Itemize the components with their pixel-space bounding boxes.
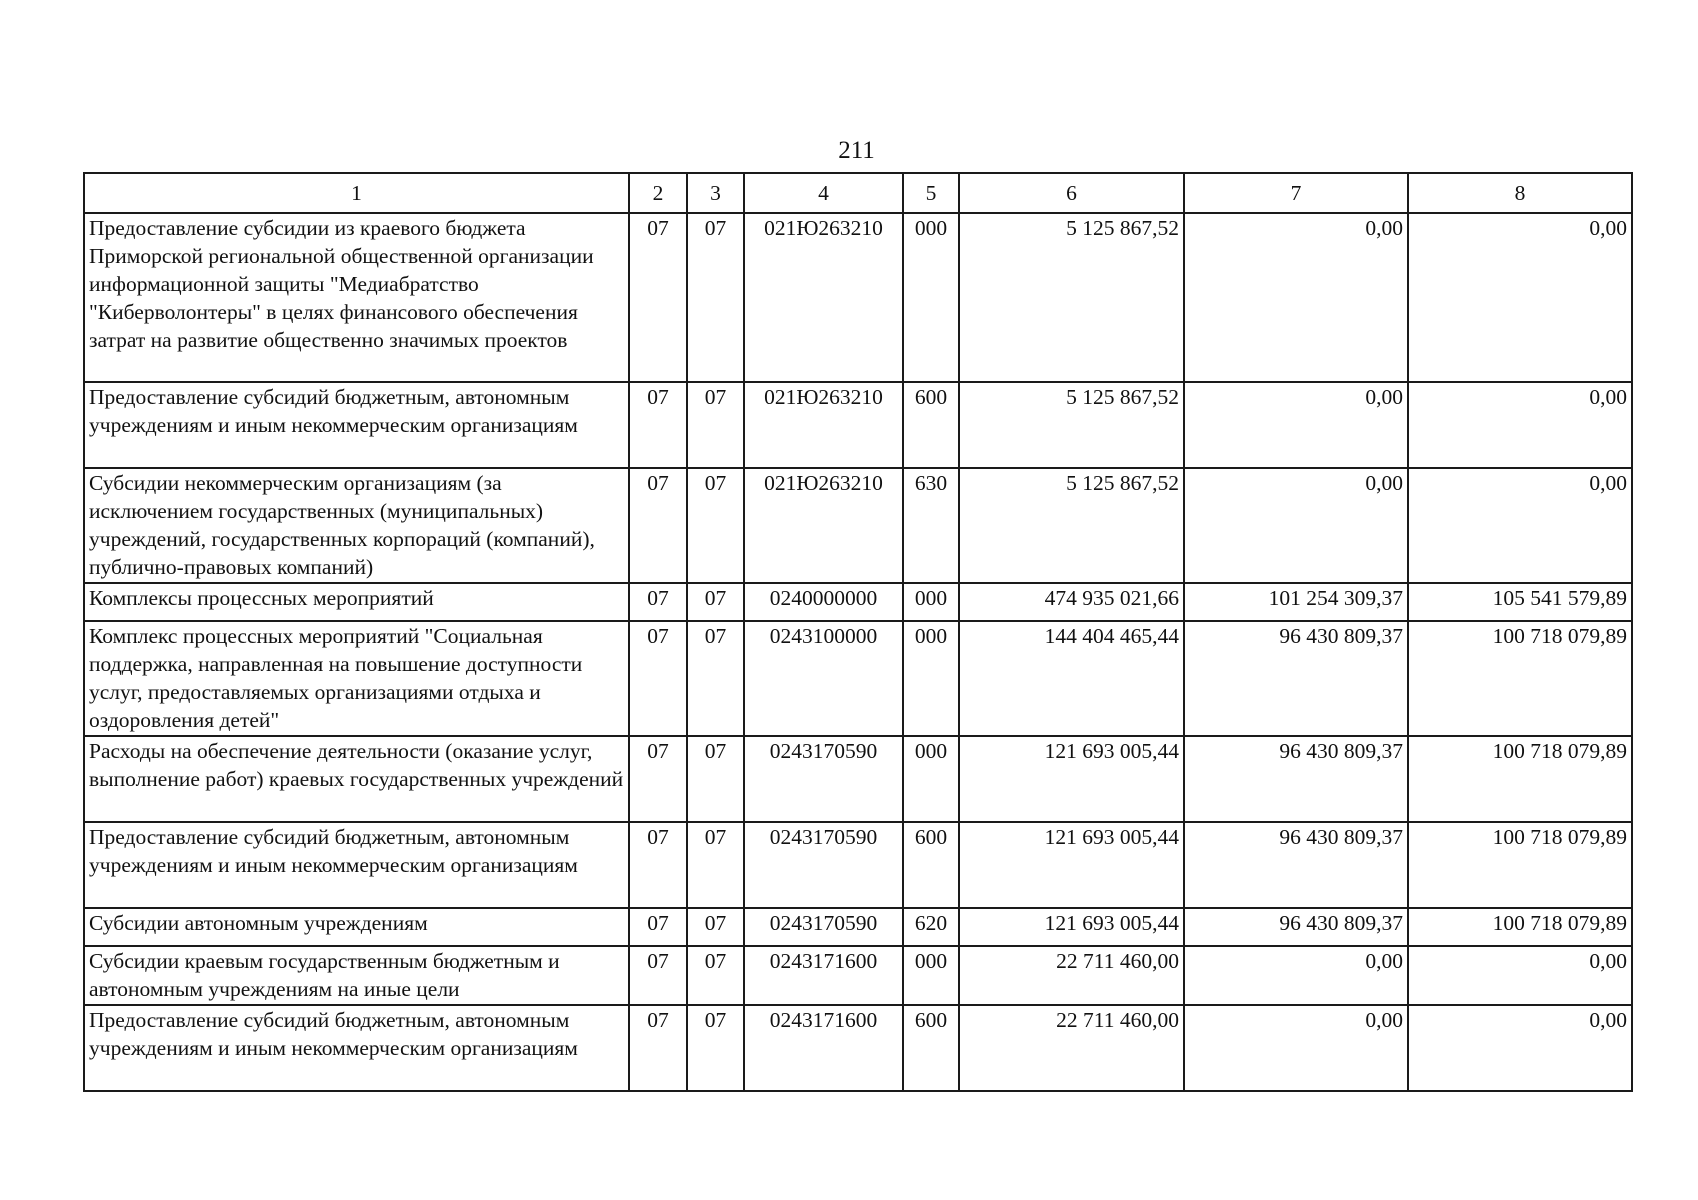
target-article-code: 0243170590 xyxy=(744,908,903,946)
column-header: 2 xyxy=(629,173,687,213)
column-header: 4 xyxy=(744,173,903,213)
section-code: 07 xyxy=(629,736,687,822)
column-header: 5 xyxy=(903,173,959,213)
subsection-code: 07 xyxy=(687,1005,744,1091)
expense-type-code: 600 xyxy=(903,382,959,468)
target-article-code: 021Ю263210 xyxy=(744,213,903,382)
subsection-code: 07 xyxy=(687,736,744,822)
section-code: 07 xyxy=(629,908,687,946)
section-code: 07 xyxy=(629,213,687,382)
expense-type-code: 000 xyxy=(903,621,959,736)
amount-col8: 100 718 079,89 xyxy=(1408,736,1632,822)
expense-type-code: 600 xyxy=(903,822,959,908)
table-row xyxy=(84,583,1632,621)
section-code: 07 xyxy=(629,583,687,621)
column-header: 7 xyxy=(1184,173,1408,213)
table-row xyxy=(84,1005,1632,1091)
section-code: 07 xyxy=(629,822,687,908)
section-code: 07 xyxy=(629,468,687,583)
row-name: Субсидии краевым государственным бюджетным и автономным учреждениям на иные цели xyxy=(84,946,629,1005)
amount-col6: 22 711 460,00 xyxy=(959,1005,1184,1091)
row-name: Субсидии некоммерческим организациям (за исключением государственных (муниципальных) учреждений, государственных корпораций (компаний), публично-правовых компаний) xyxy=(84,468,629,583)
expense-type-code: 000 xyxy=(903,946,959,1005)
amount-col6: 5 125 867,52 xyxy=(959,213,1184,382)
table-row xyxy=(84,382,1632,468)
amount-col6: 5 125 867,52 xyxy=(959,468,1184,583)
amount-col8: 0,00 xyxy=(1408,946,1632,1005)
amount-col6: 144 404 465,44 xyxy=(959,621,1184,736)
section-code: 07 xyxy=(629,1005,687,1091)
subsection-code: 07 xyxy=(687,621,744,736)
row-name: Комплекс процессных мероприятий "Социальная поддержка, направленная на повышение доступности услуг, предоставляемых организациями отдыха и оздоровления детей" xyxy=(84,621,629,736)
target-article-code: 0243170590 xyxy=(744,822,903,908)
amount-col8: 105 541 579,89 xyxy=(1408,583,1632,621)
amount-col7: 96 430 809,37 xyxy=(1184,621,1408,736)
column-header: 3 xyxy=(687,173,744,213)
table-row xyxy=(84,468,1632,583)
table-row xyxy=(84,213,1632,382)
section-code: 07 xyxy=(629,621,687,736)
row-name: Предоставление субсидии из краевого бюджета Приморской региональной общественной организации информационной защиты "Медиабратство "Киберволонтеры" в целях финансового обеспечения затрат на развитие общественно значимых проектов xyxy=(84,213,629,382)
target-article-code: 0243171600 xyxy=(744,1005,903,1091)
row-name: Комплексы процессных мероприятий xyxy=(84,583,629,621)
table-row xyxy=(84,946,1632,1005)
table-row xyxy=(84,822,1632,908)
table-row xyxy=(84,736,1632,822)
amount-col6: 5 125 867,52 xyxy=(959,382,1184,468)
row-name: Субсидии автономным учреждениям xyxy=(84,908,629,946)
header-row xyxy=(84,173,1632,213)
amount-col7: 96 430 809,37 xyxy=(1184,822,1408,908)
column-header: 1 xyxy=(84,173,629,213)
column-header: 8 xyxy=(1408,173,1632,213)
amount-col7: 96 430 809,37 xyxy=(1184,908,1408,946)
subsection-code: 07 xyxy=(687,946,744,1005)
row-name: Предоставление субсидий бюджетным, автономным учреждениям и иным некоммерческим организациям xyxy=(84,822,629,908)
column-header: 6 xyxy=(959,173,1184,213)
amount-col7: 0,00 xyxy=(1184,468,1408,583)
target-article-code: 0243171600 xyxy=(744,946,903,1005)
row-name: Предоставление субсидий бюджетным, автономным учреждениям и иным некоммерческим организациям xyxy=(84,1005,629,1091)
amount-col7: 96 430 809,37 xyxy=(1184,736,1408,822)
target-article-code: 021Ю263210 xyxy=(744,382,903,468)
row-name: Предоставление субсидий бюджетным, автономным учреждениям и иным некоммерческим организациям xyxy=(84,382,629,468)
amount-col6: 474 935 021,66 xyxy=(959,583,1184,621)
subsection-code: 07 xyxy=(687,468,744,583)
amount-col8: 100 718 079,89 xyxy=(1408,908,1632,946)
amount-col6: 121 693 005,44 xyxy=(959,908,1184,946)
amount-col8: 0,00 xyxy=(1408,213,1632,382)
expense-type-code: 000 xyxy=(903,213,959,382)
amount-col7: 0,00 xyxy=(1184,946,1408,1005)
expense-type-code: 000 xyxy=(903,583,959,621)
subsection-code: 07 xyxy=(687,213,744,382)
amount-col6: 22 711 460,00 xyxy=(959,946,1184,1005)
amount-col8: 100 718 079,89 xyxy=(1408,822,1632,908)
amount-col8: 0,00 xyxy=(1408,1005,1632,1091)
target-article-code: 0240000000 xyxy=(744,583,903,621)
amount-col8: 100 718 079,89 xyxy=(1408,621,1632,736)
expense-type-code: 630 xyxy=(903,468,959,583)
amount-col7: 101 254 309,37 xyxy=(1184,583,1408,621)
target-article-code: 0243170590 xyxy=(744,736,903,822)
target-article-code: 021Ю263210 xyxy=(744,468,903,583)
budget-table xyxy=(83,172,1633,1092)
row-name: Расходы на обеспечение деятельности (оказание услуг, выполнение работ) краевых государственных учреждений xyxy=(84,736,629,822)
page-number: 211 xyxy=(838,137,875,164)
amount-col6: 121 693 005,44 xyxy=(959,736,1184,822)
table-row xyxy=(84,908,1632,946)
expense-type-code: 000 xyxy=(903,736,959,822)
amount-col7: 0,00 xyxy=(1184,382,1408,468)
amount-col6: 121 693 005,44 xyxy=(959,822,1184,908)
expense-type-code: 600 xyxy=(903,1005,959,1091)
section-code: 07 xyxy=(629,382,687,468)
amount-col8: 0,00 xyxy=(1408,468,1632,583)
subsection-code: 07 xyxy=(687,382,744,468)
expense-type-code: 620 xyxy=(903,908,959,946)
subsection-code: 07 xyxy=(687,822,744,908)
subsection-code: 07 xyxy=(687,908,744,946)
subsection-code: 07 xyxy=(687,583,744,621)
amount-col7: 0,00 xyxy=(1184,1005,1408,1091)
target-article-code: 0243100000 xyxy=(744,621,903,736)
table-row xyxy=(84,621,1632,736)
section-code: 07 xyxy=(629,946,687,1005)
amount-col7: 0,00 xyxy=(1184,213,1408,382)
amount-col8: 0,00 xyxy=(1408,382,1632,468)
